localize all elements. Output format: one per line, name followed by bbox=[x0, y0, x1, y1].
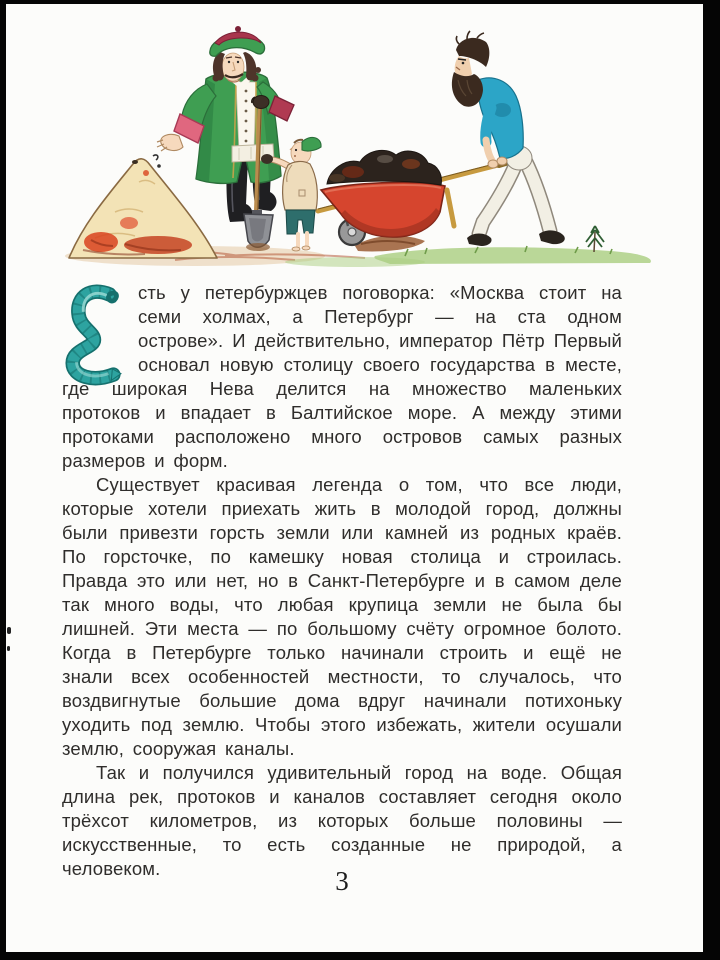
paragraph-text: Существует красивая легенда о том, что все люди, которые хотели приехать жить в молодой город, должны были привезти горсть земли или камней из родных краёв. По горсточке, по камешку новая столица и строилась. Правда это или нет, но в Санкт-Петербурге и в самом деле так много воды, что любая крупица земли не была бы лишней. Эти места — по большому счёту огромное болото. Когда в Петербурге только начинали строить и ещё не знали всех особенностей местности, то случалось, что воздвигнутые большие дома вдруг начинали потихоньку уходить под землю. Чтобы этого избежать, жители осушали землю, сооружая каналы. bbox=[62, 474, 622, 759]
page-number: 3 bbox=[335, 866, 349, 896]
peter-figure bbox=[157, 26, 282, 222]
dirt-pile-small bbox=[355, 236, 425, 252]
paragraph-text: сть у петербуржцев поговорка: «Москва стоит на семи холмах, а Петербург — на ста одном острове». И действительно, император Пётр Первый основал новую столицу своего государства в месте, где широкая Нева делится на множество маленьких протоков и впадает в Балтийское море. А между этими протоками расположено много островов самых разных размеров и форм. bbox=[62, 282, 622, 471]
binding-speck bbox=[7, 627, 11, 634]
sapling bbox=[586, 226, 604, 252]
scan-edge-left bbox=[0, 0, 6, 960]
scan-edge-right bbox=[703, 0, 720, 960]
paragraph bbox=[62, 761, 622, 881]
paragraph-text: Так и получился удивительный город на воде. Общая длина рек, протоков и каналов составляет сегодня около трёхсот километров, из которых больше половины — искусственные, то есть созданные не природой, а человеком. bbox=[62, 762, 622, 879]
illustration-peter-founding-city bbox=[55, 12, 665, 270]
falling-earth-specks bbox=[153, 155, 161, 168]
worker-figure bbox=[452, 31, 565, 246]
scan-edge-top bbox=[0, 0, 720, 4]
dropcap-letter-e bbox=[62, 283, 136, 377]
paragraph bbox=[62, 281, 622, 473]
sand-mound bbox=[69, 159, 217, 258]
paragraph bbox=[62, 473, 622, 761]
scan-edge-bottom bbox=[0, 952, 720, 960]
binding-speck bbox=[7, 646, 10, 651]
body-text bbox=[62, 281, 622, 881]
